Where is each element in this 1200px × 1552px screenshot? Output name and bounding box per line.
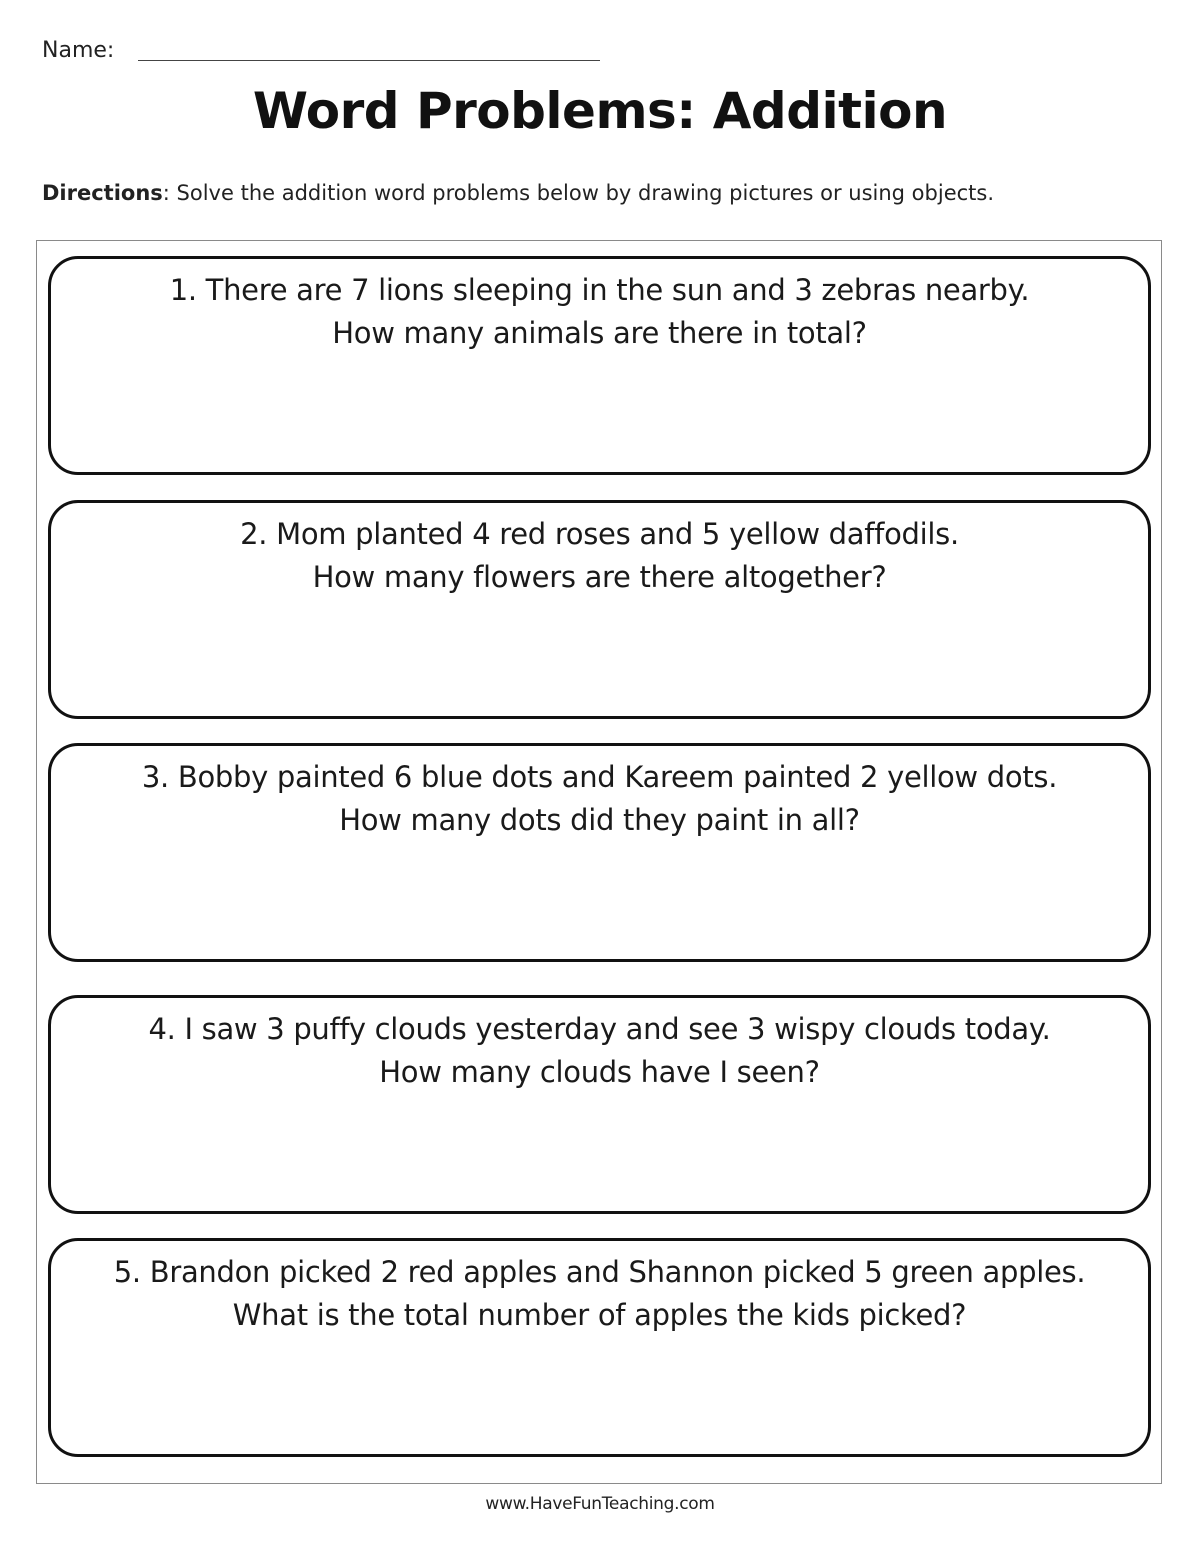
problem-3-line-2: How many dots did they paint in all? <box>339 803 860 837</box>
name-label: Name: <box>42 38 115 63</box>
problem-2-line-2: How many flowers are there altogether? <box>312 560 887 594</box>
problem-5-line-1: 5. Brandon picked 2 red apples and Shannon picked 5 green apples. <box>113 1255 1086 1289</box>
problem-text-3 <box>51 756 1148 842</box>
problem-5-line-2: What is the total number of apples the kids picked? <box>232 1298 967 1332</box>
name-row <box>42 36 602 66</box>
problem-text-5 <box>51 1251 1148 1337</box>
problem-2-line-1: 2. Mom planted 4 red roses and 5 yellow daffodils. <box>240 517 959 551</box>
name-write-line[interactable] <box>138 60 600 61</box>
problem-4-line-2: How many clouds have I seen? <box>379 1055 820 1089</box>
problem-box-2[interactable] <box>48 500 1151 719</box>
problem-text-4 <box>51 1008 1148 1094</box>
problem-box-5[interactable] <box>48 1238 1151 1457</box>
problem-box-3[interactable] <box>48 743 1151 962</box>
problem-text-2 <box>51 513 1148 599</box>
problem-box-1[interactable] <box>48 256 1151 475</box>
problem-box-4[interactable] <box>48 995 1151 1214</box>
directions-label: Directions <box>42 181 163 205</box>
problem-3-line-1: 3. Bobby painted 6 blue dots and Kareem painted 2 yellow dots. <box>141 760 1058 794</box>
directions-text: : Solve the addition word problems below by drawing pictures or using objects. <box>162 181 995 205</box>
problem-text-1 <box>51 269 1148 355</box>
problem-1-line-2: How many animals are there in total? <box>332 316 867 350</box>
directions <box>42 178 1162 208</box>
problem-1-line-1: 1. There are 7 lions sleeping in the sun and 3 zebras nearby. <box>169 273 1030 307</box>
footer-website: www.HaveFunTeaching.com <box>485 1494 715 1514</box>
problem-4-line-1: 4. I saw 3 puffy clouds yesterday and see 3 wispy clouds today. <box>148 1012 1051 1046</box>
page-title: Word Problems: Addition <box>252 82 948 140</box>
